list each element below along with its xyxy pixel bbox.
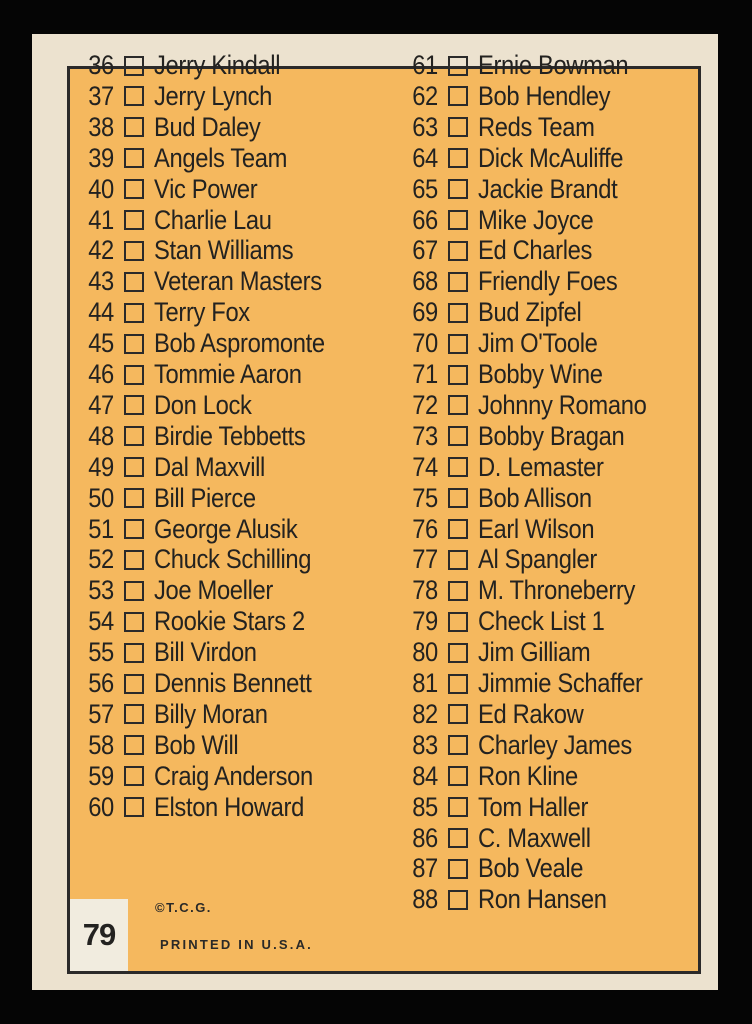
checkbox[interactable]: [448, 241, 468, 261]
checkbox[interactable]: [448, 488, 468, 508]
card-entry-number: 36: [88, 50, 114, 80]
checklist-row: [408, 853, 708, 884]
checklist-row: [408, 699, 708, 730]
card-entry-number: 52: [88, 544, 114, 575]
card-entry-number: 63: [412, 111, 438, 142]
player-name: Stan Williams: [154, 235, 294, 266]
player-name: Tom Haller: [478, 791, 589, 822]
checkbox[interactable]: [448, 303, 468, 323]
card-entry-number: 83: [412, 729, 438, 760]
checkbox[interactable]: [448, 117, 468, 137]
checkbox[interactable]: [124, 179, 144, 199]
checkbox[interactable]: [124, 488, 144, 508]
checkbox[interactable]: [124, 735, 144, 755]
player-name: Bud Daley: [154, 111, 261, 142]
checklist-row: [408, 761, 708, 792]
checklist-row: [408, 823, 708, 854]
card-entry-number: 45: [88, 328, 114, 359]
player-name: Bud Zipfel: [478, 297, 582, 328]
player-name: Jimmie Schaffer: [478, 668, 643, 698]
printed-in-text: PRINTED IN U.S.A.: [160, 937, 313, 952]
checkbox[interactable]: [448, 395, 468, 415]
player-name: Friendly Foes: [478, 266, 618, 297]
checkbox[interactable]: [448, 550, 468, 570]
card-entry-number: 43: [88, 266, 114, 297]
checklist-row: [84, 174, 384, 205]
player-name: Bill Pierce: [154, 482, 256, 513]
player-name: Bob Aspromonte: [154, 328, 325, 359]
player-name: Check List 1: [478, 606, 605, 637]
card-entry-number: 61: [412, 50, 438, 80]
card-entry-number: 82: [412, 698, 438, 729]
checklist-row: [84, 483, 384, 514]
player-name: Ernie Bowman: [478, 50, 629, 80]
checklist-row: [408, 205, 708, 236]
checkbox[interactable]: [448, 426, 468, 446]
player-name: Elston Howard: [154, 791, 304, 822]
player-name: Jerry Kindall: [154, 50, 281, 80]
player-name: Rookie Stars 2: [154, 606, 305, 637]
card-entry-number: 70: [412, 328, 438, 359]
player-name: Al Spangler: [478, 544, 597, 575]
card-entry-number: 86: [412, 822, 438, 853]
card-entry-number: 39: [88, 142, 114, 173]
checkbox[interactable]: [448, 643, 468, 663]
checklist-row: [84, 761, 384, 792]
player-name: Bob Will: [154, 729, 239, 760]
checkbox[interactable]: [124, 210, 144, 230]
checklist-row: [408, 792, 708, 823]
player-name: M. Throneberry: [478, 575, 636, 606]
checkbox[interactable]: [124, 457, 144, 477]
card-entry-number: 60: [88, 791, 114, 822]
checklist-row: [408, 514, 708, 545]
card-entry-number: 79: [412, 606, 438, 637]
checklist-row: [408, 266, 708, 297]
checklist-row: [84, 452, 384, 483]
player-name: Bob Allison: [478, 482, 592, 513]
checklist-row: [84, 50, 384, 81]
checklist-row: [84, 514, 384, 545]
checkbox[interactable]: [448, 334, 468, 354]
card-entry-number: 77: [412, 544, 438, 575]
checkbox[interactable]: [448, 519, 468, 539]
card-entry-number: 54: [88, 606, 114, 637]
player-name: Jerry Lynch: [154, 80, 273, 111]
card-entry-number: 72: [412, 389, 438, 420]
checkbox[interactable]: [124, 148, 144, 168]
checklist-row: [408, 668, 708, 699]
checkbox[interactable]: [448, 766, 468, 786]
checklist-row: [84, 699, 384, 730]
player-name: Ed Charles: [478, 235, 593, 266]
checkbox[interactable]: [124, 704, 144, 724]
card-entry-number: 44: [88, 297, 114, 328]
checklist-row: [84, 792, 384, 823]
checkbox[interactable]: [124, 519, 144, 539]
card-entry-number: 80: [412, 637, 438, 668]
checklist-row: [408, 174, 708, 205]
checklist-row: [408, 606, 708, 637]
checkbox[interactable]: [124, 241, 144, 261]
player-name: Vic Power: [154, 173, 258, 204]
checkbox[interactable]: [124, 272, 144, 292]
card-entry-number: 42: [88, 235, 114, 266]
checkbox[interactable]: [124, 550, 144, 570]
player-name: Bill Virdon: [154, 637, 257, 668]
card-entry-number: 58: [88, 729, 114, 760]
checklist-row: [84, 637, 384, 668]
checkbox[interactable]: [448, 581, 468, 601]
checklist-row: [84, 205, 384, 236]
checkbox[interactable]: [448, 674, 468, 694]
checkbox[interactable]: [448, 457, 468, 477]
checklist-row: [84, 328, 384, 359]
checkbox[interactable]: [124, 86, 144, 106]
checkbox[interactable]: [124, 426, 144, 446]
checkbox[interactable]: [448, 148, 468, 168]
checkbox[interactable]: [448, 56, 468, 76]
player-name: Jim O'Toole: [478, 328, 598, 359]
player-name: Ron Hansen: [478, 884, 607, 915]
card-entry-number: 67: [412, 235, 438, 266]
card-entry-number: 48: [88, 420, 114, 451]
card-entry-number: 53: [88, 575, 114, 606]
checklist-row: [408, 730, 708, 761]
checklist-row: [84, 359, 384, 390]
card-entry-number: 40: [88, 173, 114, 204]
card-entry-number: 66: [412, 204, 438, 235]
checkbox[interactable]: [124, 766, 144, 786]
checkbox[interactable]: [448, 890, 468, 910]
checkbox[interactable]: [124, 395, 144, 415]
checklist-row: [408, 421, 708, 452]
checklist-row: [408, 390, 708, 421]
checkbox[interactable]: [448, 859, 468, 879]
checkbox[interactable]: [448, 704, 468, 724]
player-name: Johnny Romano: [478, 389, 647, 420]
checkbox[interactable]: [124, 612, 144, 632]
checklist-row: [408, 143, 708, 174]
player-name: Dennis Bennett: [154, 668, 312, 698]
checklist-row: [408, 452, 708, 483]
card-entry-number: 68: [412, 266, 438, 297]
card-entry-number: 47: [88, 389, 114, 420]
checklist-row: [408, 328, 708, 359]
checklist-row: [84, 421, 384, 452]
card-entry-number: 73: [412, 420, 438, 451]
card-entry-number: 74: [412, 451, 438, 482]
checkbox[interactable]: [448, 735, 468, 755]
checkbox[interactable]: [448, 365, 468, 385]
copyright-text: ©T.C.G.: [155, 900, 212, 915]
checklist-row: [84, 297, 384, 328]
checklist-row: [84, 544, 384, 575]
card-entry-number: 38: [88, 111, 114, 142]
checkbox[interactable]: [448, 612, 468, 632]
card-entry-number: 51: [88, 513, 114, 544]
card-entry-number: 55: [88, 637, 114, 668]
player-name: Birdie Tebbetts: [154, 420, 306, 451]
checkbox[interactable]: [124, 303, 144, 323]
card-entry-number: 56: [88, 668, 114, 698]
checklist-row: [408, 544, 708, 575]
player-name: George Alusik: [154, 513, 298, 544]
card-entry-number: 62: [412, 80, 438, 111]
card-entry-number: 41: [88, 204, 114, 235]
checkbox[interactable]: [124, 581, 144, 601]
player-name: Ron Kline: [478, 760, 578, 791]
player-name: Jackie Brandt: [478, 173, 618, 204]
checklist-row: [84, 730, 384, 761]
player-name: Dick McAuliffe: [478, 142, 624, 173]
checklist-row: [84, 606, 384, 637]
player-name: D. Lemaster: [478, 451, 604, 482]
checklist-row: [408, 235, 708, 266]
card-entry-number: 69: [412, 297, 438, 328]
card-entry-number: 37: [88, 80, 114, 111]
checklist-row: [408, 637, 708, 668]
player-name: Earl Wilson: [478, 513, 595, 544]
checklist-row: [84, 390, 384, 421]
card-entry-number: 81: [412, 668, 438, 698]
player-name: Bobby Bragan: [478, 420, 625, 451]
card-entry-number: 59: [88, 760, 114, 791]
player-name: Charlie Lau: [154, 204, 272, 235]
player-name: C. Maxwell: [478, 822, 591, 853]
card-entry-number: 84: [412, 760, 438, 791]
player-name: Bob Veale: [478, 853, 584, 884]
checkbox[interactable]: [124, 797, 144, 817]
player-name: Charley James: [478, 729, 632, 760]
checkbox[interactable]: [124, 117, 144, 137]
player-name: Mike Joyce: [478, 204, 594, 235]
card-entry-number: 85: [412, 791, 438, 822]
checkbox[interactable]: [448, 179, 468, 199]
player-name: Ed Rakow: [478, 698, 584, 729]
player-name: Reds Team: [478, 111, 595, 142]
player-name: Don Lock: [154, 389, 252, 420]
checkbox[interactable]: [448, 828, 468, 848]
card-entry-number: 49: [88, 451, 114, 482]
checklist-row: [408, 575, 708, 606]
card-entry-number: 57: [88, 698, 114, 729]
checklist-row: [84, 143, 384, 174]
checklist-row: [408, 50, 708, 81]
player-name: Jim Gilliam: [478, 637, 591, 668]
checklist-row: [408, 359, 708, 390]
card-entry-number: 64: [412, 142, 438, 173]
checkbox[interactable]: [448, 272, 468, 292]
player-name: Terry Fox: [154, 297, 250, 328]
card-entry-number: 88: [412, 884, 438, 915]
checkbox[interactable]: [448, 797, 468, 817]
player-name: Bobby Wine: [478, 359, 603, 389]
checkbox[interactable]: [124, 334, 144, 354]
checklist-row: [84, 668, 384, 699]
player-name: Tommie Aaron: [154, 359, 302, 389]
checkbox[interactable]: [124, 365, 144, 385]
checkbox[interactable]: [448, 86, 468, 106]
checklist-row: [408, 112, 708, 143]
player-name: Joe Moeller: [154, 575, 273, 606]
checklist-row: [408, 884, 708, 915]
card-entry-number: 76: [412, 513, 438, 544]
checkbox[interactable]: [124, 674, 144, 694]
card-entry-number: 87: [412, 853, 438, 884]
card-entry-number: 78: [412, 575, 438, 606]
card-entry-number: 50: [88, 482, 114, 513]
card-number: 79: [70, 899, 128, 971]
checklist-row: [84, 112, 384, 143]
player-name: Billy Moran: [154, 698, 268, 729]
checklist-row: [84, 266, 384, 297]
checkbox[interactable]: [124, 56, 144, 76]
card-entry-number: 71: [412, 359, 438, 389]
checklist-row: [408, 297, 708, 328]
player-name: Craig Anderson: [154, 760, 313, 791]
player-name: Dal Maxvill: [154, 451, 265, 482]
player-name: Chuck Schilling: [154, 544, 312, 575]
checklist-row: [84, 81, 384, 112]
player-name: Bob Hendley: [478, 80, 611, 111]
player-name: Angels Team: [154, 142, 288, 173]
checklist-row: [84, 575, 384, 606]
checklist-row: [84, 235, 384, 266]
checkbox[interactable]: [448, 210, 468, 230]
checkbox[interactable]: [124, 643, 144, 663]
checklist-row: [408, 81, 708, 112]
card-entry-number: 65: [412, 173, 438, 204]
player-name: Veteran Masters: [154, 266, 322, 297]
checklist-row: [408, 483, 708, 514]
card-entry-number: 75: [412, 482, 438, 513]
card-entry-number: 46: [88, 359, 114, 389]
